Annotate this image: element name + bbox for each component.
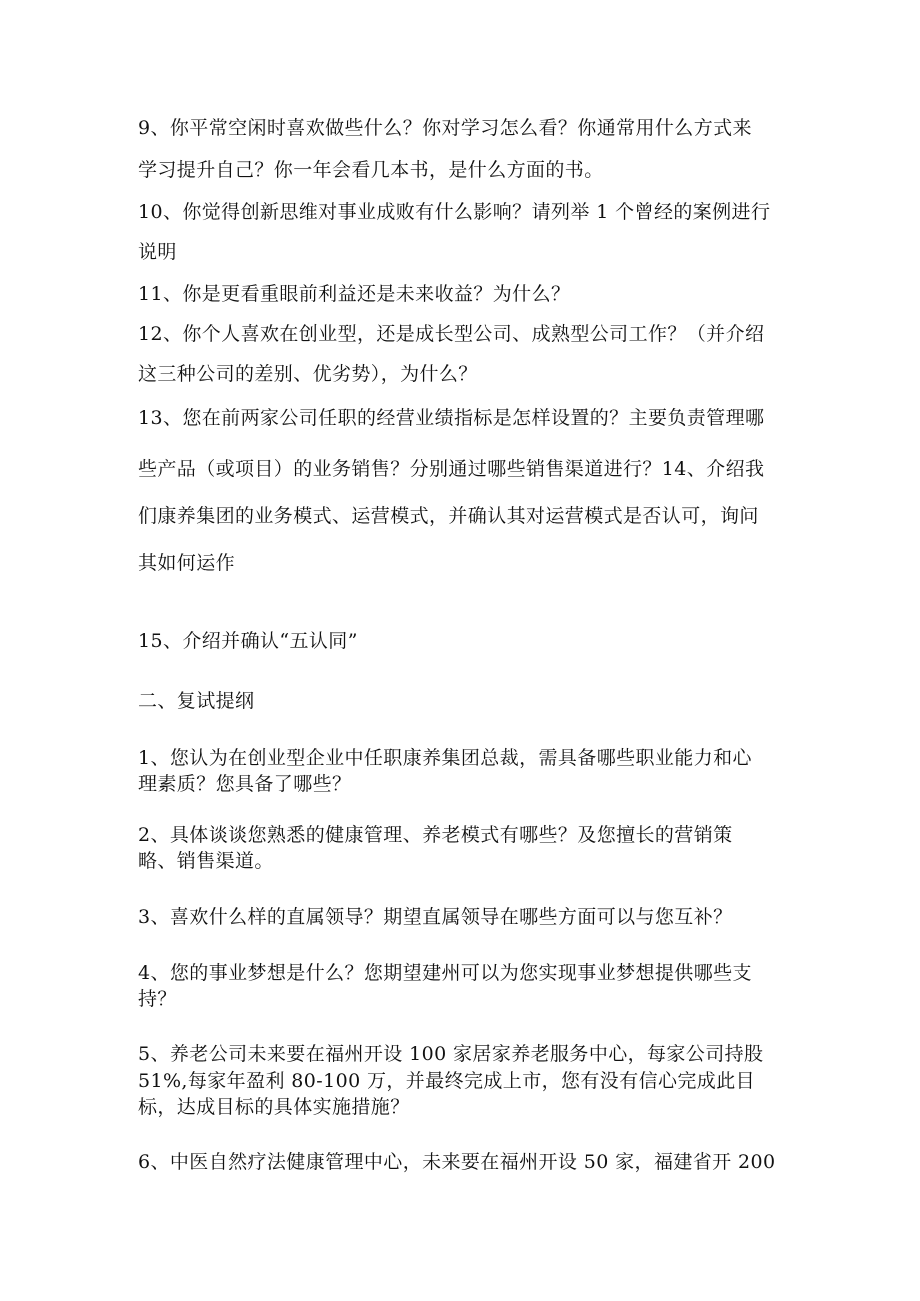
text-line: 5、养老公司未来要在福州开设 100 家居家养老服务中心，每家公司持股 [138,1043,764,1065]
text-line: 理素质？您具备了哪些？ [138,773,352,795]
text-line: 2、具体谈谈您熟悉的健康管理、养老模式有哪些？及您擅长的营销策 [138,824,733,846]
text-line: 略、销售渠道。 [138,850,274,872]
text-line: 12、你个人喜欢在创业型，还是成长型公司、成熟型公司工作？（并介绍 [138,323,765,345]
text-line: 9、你平常空闲时喜欢做些什么？你对学习怎么看？你通常用什么方式来 [138,117,752,139]
text-line: 15、介绍并确认“五认同” [138,630,358,652]
text-line: 1、您认为在创业型企业中任职康养集团总裁，需具备哪些职业能力和心 [138,747,752,769]
text-line: 4、您的事业梦想是什么？您期望建州可以为您实现事业梦想提供哪些支 [138,962,752,984]
text-line: 持？ [138,988,177,1010]
text-line: 10、你觉得创新思维对事业成败有什么影响？请列举 1 个曾经的案例进行 [138,201,771,223]
text-line: 说明 [138,241,177,263]
text-line: 11、你是更看重眼前利益还是未来收益？为什么？ [138,283,571,305]
text-line: 51%,每家年盈利 80-100 万，并最终完成上市，您有没有信心完成此目 [138,1070,756,1092]
text-line: 标，达成目标的具体实施措施？ [138,1096,410,1118]
text-line: 学习提升自己？你一年会看几本书，是什么方面的书。 [138,159,604,181]
text-line: 其如何运作 [138,552,236,574]
section-heading: 二、复试提纲 [138,690,255,712]
text-line: 3、喜欢什么样的直属领导？期望直属领导在哪些方面可以与您互补？ [138,906,733,928]
text-line: 这三种公司的差别、优劣势），为什么？ [138,363,478,385]
text-line: 们康养集团的业务模式、运营模式，并确认其对运营模式是否认可，询问 [138,505,759,527]
text-line: 6、中医自然疗法健康管理中心，未来要在福州开设 50 家，福建省开 200 [138,1151,776,1173]
text-line: 些产品（或项目）的业务销售？分别通过哪些销售渠道进行？14、介绍我 [138,458,765,480]
text-line: 13、您在前两家公司任职的经营业绩指标是怎样设置的？主要负责管理哪 [138,407,765,429]
